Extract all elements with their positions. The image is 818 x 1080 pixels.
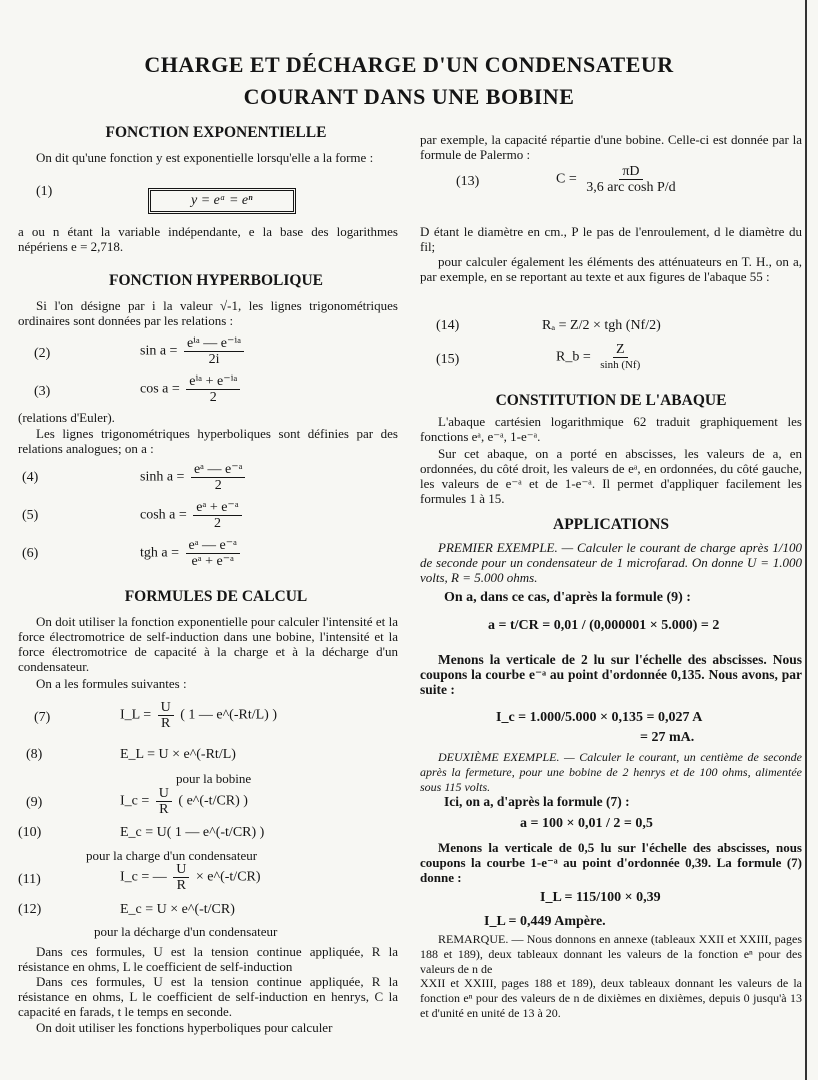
right-top-text: par exemple, la capacité répartie d'une bobine. Celle-ci est donnée par la formule de Palermo :: [420, 132, 802, 162]
example2-txt: Menons la verticale de 0,5 lu sur l'échelle des abscisses, nous coupons la courbe 1-e⁻ᵃ au point d'ordonnée 0,39. La formule (7) donne :: [420, 840, 802, 885]
decharge-note: pour la décharge d'un condensateur: [94, 924, 278, 939]
eq14-number: (14): [436, 318, 460, 333]
example2-on: Ici, on a, d'après la formule (7) :: [444, 794, 630, 809]
calc-intro: On doit utiliser la fonction exponentielle pour calculer l'intensité et la force électromotrice de self-induction dans une bobine, l'intensité et la force électromotrice de capacité à la charge et à la décharge d'un condensateur.: [18, 614, 398, 674]
remarque-text-2: XXII et XXIII, pages 188 et 189), deux tableaux donnant les valeurs de la fonction eⁿ pour des valeurs de n de dixièmes en dixièmes, depuis 0 jusqu'à 13 et d'unité en unité de 13 à 20.: [420, 976, 802, 1020]
th-text: pour calculer également les éléments des atténuateurs en T. H., on a, par exemple, en se reportant au texte et aux figures de l'abaque 55 :: [420, 254, 802, 284]
eq15-lhs: R_b =: [556, 349, 591, 365]
example1-result2: = 27 mA.: [640, 730, 695, 745]
eq11-formula: [120, 862, 261, 893]
eq9-lhs: I_c =: [120, 793, 150, 809]
example2-result1: I_L = 115/100 × 0,39: [540, 890, 661, 905]
eq15-formula: [556, 342, 646, 373]
example1-on: On a, dans ce cas, d'après la formule (9) :: [444, 590, 691, 605]
eq12-formula: E_c = U × e^(-t/CR): [120, 902, 235, 917]
eq4-number: (4): [22, 470, 39, 485]
remarque-text: REMARQUE. — Nous donnons en annexe (tableaux XXII et XXIII, pages 188 et 189), deux tableaux donnant les valeurs de la fonction eⁿ pour des valeurs de n de: [420, 932, 802, 976]
example2-eq: a = 100 × 0,01 / 2 = 0,5: [520, 816, 653, 831]
eq4-numerator: eᵃ — e⁻ᵃ: [191, 462, 245, 478]
const-p2: Sur cet abaque, on a porté en abscisses, les valeurs de a, en ordonnées, du côté droit, les valeurs de eᵃ, en ordonnées, du côté gauche, les valeurs de e⁻ᵃ et de 1-e⁻ᵃ. Il permet d'appliquer facilement les formules 1 à 15.: [420, 446, 802, 506]
eq9-denominator: R: [159, 802, 169, 817]
example2-text: DEUXIÈME EXEMPLE. — Calculer le courant, un centième de seconde après la fermeture, pour une bobine de 2 henrys et de 100 ohms, alimentée sous 115 volts.: [420, 750, 802, 794]
eq1-number: (1): [36, 184, 53, 199]
page-subtitle: COURANT DANS UNE BOBINE: [243, 84, 575, 109]
eq7-formula: [120, 700, 277, 731]
heading-exponentielle: FONCTION EXPONENTIELLE: [105, 124, 327, 141]
eq3-lhs: cos a =: [140, 381, 180, 397]
eq5-formula: [140, 500, 245, 531]
eq2-numerator: eⁱᵃ — e⁻ⁱᵃ: [184, 336, 244, 352]
eq6-number: (6): [22, 546, 39, 561]
eq4-denominator: 2: [214, 478, 222, 493]
eq6-lhs: tgh a =: [140, 545, 179, 561]
eq11-numerator: U: [173, 862, 189, 878]
charge-note: pour la charge d'un condensateur: [86, 848, 258, 863]
eq4-lhs: sinh a =: [140, 469, 185, 485]
eq5-denominator: 2: [213, 516, 221, 531]
eq5-number: (5): [22, 508, 39, 523]
calc-p2: Dans ces formules, U est la tension continue appliquée, R la résistance en ohms, L le coefficient de self-induction en henrys, C la capacité en farads, t le temps en seconde.: [18, 974, 398, 1019]
hyp-text2: Les lignes trigonométriques hyperboliques sont définies par des relations analogues; on a :: [18, 426, 398, 456]
eq4-formula: [140, 462, 248, 493]
eq9-number: (9): [26, 795, 43, 810]
eq7-number: (7): [34, 710, 51, 725]
const-p1: L'abaque cartésien logarithmique 62 traduit graphiquement les fonctions eᵃ, e⁻ᵃ, 1-e⁻ᵃ.: [420, 414, 802, 444]
heading-hyperbolique: FONCTION HYPERBOLIQUE: [108, 272, 323, 289]
eq5-lhs: cosh a =: [140, 507, 187, 523]
eq13-denominator: 3,6 arc cosh P/d: [586, 180, 676, 195]
example1-result1: I_c = 1.000/5.000 × 0,135 = 0,027 A: [496, 710, 703, 725]
eq7-rest: ( 1 — e^(-Rt/L) ): [180, 707, 277, 723]
example1-text: PREMIER EXEMPLE. — Calculer le courant de charge après 1/100 de seconde pour un condensateur de 1 microfarad. On donne U = 1.000 volts, R = 5.000 ohms.: [420, 540, 802, 585]
eq11-denominator: R: [176, 878, 187, 893]
exp-intro: On dit qu'une fonction y est exponentielle lorsqu'elle a la forme :: [36, 150, 374, 165]
eq7-denominator: R: [160, 716, 171, 731]
calc-p3: On doit utiliser les fonctions hyperboliques pour calculer: [36, 1020, 333, 1035]
eq14-formula: Rₐ = Z/2 × tgh (Nf/2): [542, 318, 661, 333]
eq3-number: (3): [34, 384, 51, 399]
eq11-number: (11): [18, 872, 41, 887]
eq12-number: (12): [18, 902, 42, 917]
eq15-denominator: sinh (Nf): [600, 359, 641, 371]
example2-result2: I_L = 0,449 Ampère.: [484, 914, 606, 929]
eq2-denominator: 2i: [208, 352, 220, 367]
eq15-number: (15): [436, 352, 460, 367]
eq10-number: (10): [18, 825, 42, 840]
example1-eq: a = t/CR = 0,01 / (0,000001 × 5.000) = 2: [488, 618, 720, 633]
eq5-numerator: eᵃ + e⁻ᵃ: [193, 500, 241, 516]
eq13-formula: [556, 164, 682, 195]
example1-txt: Menons la verticale de 2 lu sur l'échelle des abscisses. Nous coupons la courbe e⁻ᵃ au point d'ordonnée 0,135. Nous avons, par suite :: [420, 652, 802, 697]
hyp-intro: Si l'on désigne par i la valeur √-1, les lignes trigonométriques ordinaires sont données par les relations :: [18, 298, 398, 328]
eq6-numerator: eᵃ — e⁻ᵃ: [186, 538, 240, 554]
calc-intro2: On a les formules suivantes :: [36, 676, 187, 691]
bobine-note: pour la bobine: [176, 771, 252, 786]
d-text: D étant le diamètre en cm., P le pas de l'enroulement, d le diamètre du fil;: [420, 224, 802, 254]
eq8-formula: E_L = U × e^(-Rt/L): [120, 747, 236, 762]
eq2-lhs: sin a =: [140, 343, 178, 359]
heading-formules: FORMULES DE CALCUL: [124, 588, 308, 605]
eq11-rest: × e^(-t/CR): [195, 869, 261, 885]
eq2-formula: [140, 336, 247, 367]
eq13-lhs: C =: [556, 171, 577, 187]
eq7-numerator: U: [158, 700, 174, 716]
heading-constitution: CONSTITUTION DE L'ABAQUE: [495, 392, 727, 409]
calc-p1: Dans ces formules, U est la tension continue appliquée, R la résistance en ohms, L le coefficient de self-induction: [18, 944, 398, 974]
eq3-denominator: 2: [209, 390, 217, 405]
eq1-formula: y = eᵃ = eⁿ: [148, 188, 296, 214]
heading-applications: APPLICATIONS: [553, 516, 669, 533]
page-edge: [805, 0, 807, 1080]
eq9-rest: ( e^(-t/CR) ): [178, 793, 248, 809]
eq6-formula: [140, 538, 243, 569]
eq3-formula: [140, 374, 243, 405]
eq13-numerator: πD: [619, 164, 642, 180]
exp-after: a ou n étant la variable indépendante, e la base des logarithmes népériens e = 2,718.: [18, 224, 398, 254]
eq9-numerator: U: [156, 786, 172, 802]
eq6-denominator: eᵃ + e⁻ᵃ: [191, 554, 234, 569]
eq15-numerator: Z: [613, 342, 628, 358]
eq13-number: (13): [456, 174, 480, 189]
eq2-number: (2): [34, 346, 51, 361]
eq10-formula: E_c = U( 1 — e^(-t/CR) ): [120, 825, 265, 840]
eq3-numerator: eⁱᵃ + e⁻ⁱᵃ: [186, 374, 240, 390]
eq7-lhs: I_L =: [120, 707, 152, 723]
eq11-lhs: I_c = —: [120, 869, 167, 885]
eq8-number: (8): [26, 747, 43, 762]
euler-note: (relations d'Euler).: [18, 410, 115, 425]
page-title: CHARGE ET DÉCHARGE D'UN CONDENSATEUR: [144, 52, 674, 77]
eq9-formula: [120, 786, 248, 817]
